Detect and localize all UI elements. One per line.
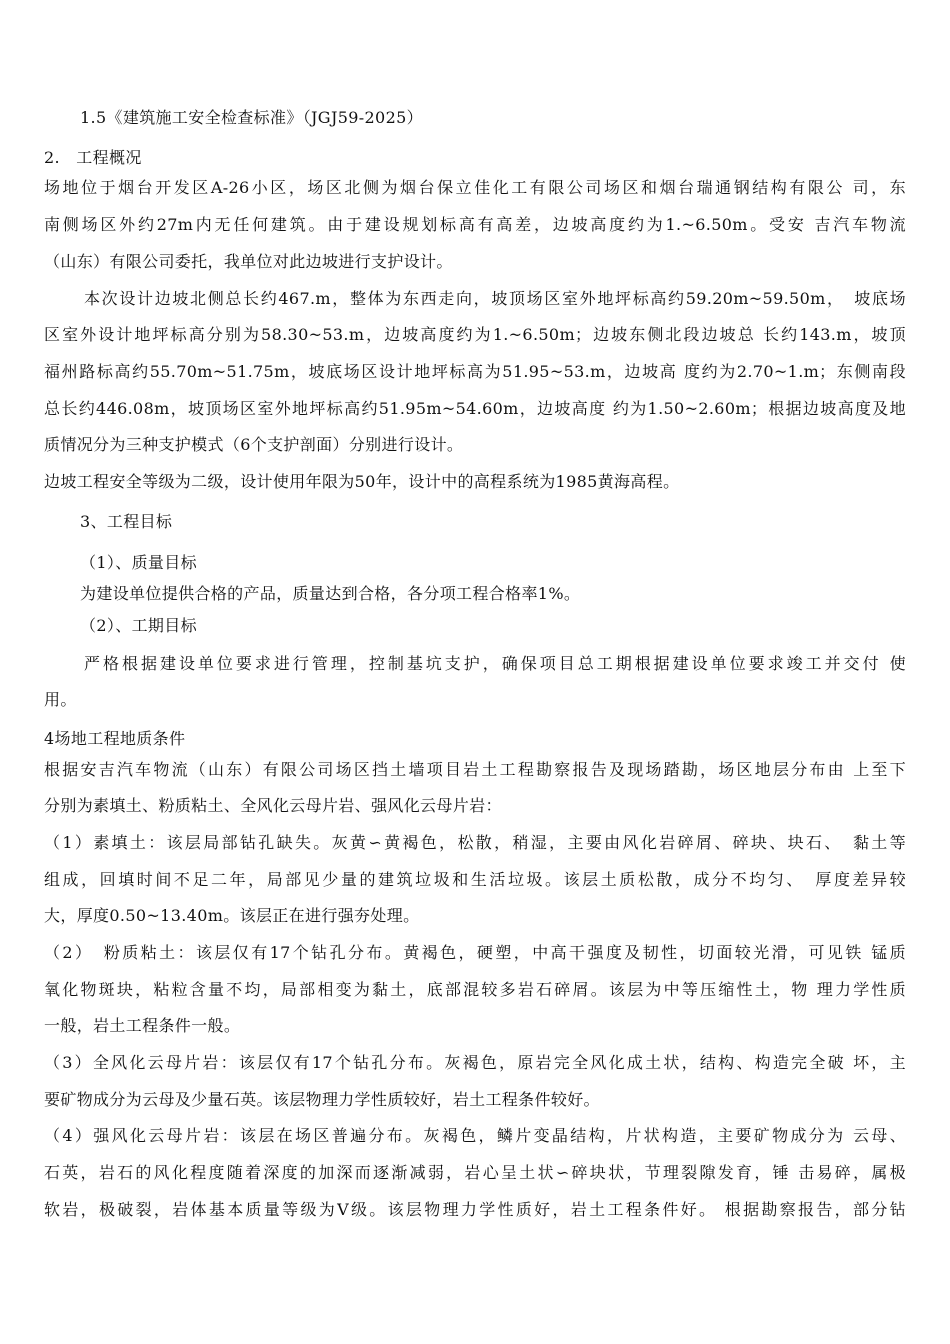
paragraph-line: 本次设计边坡北侧总长约467.m，整体为东西走向，坡顶场区室外地坪标高约59.20m~59.50m， 坡底场 <box>84 289 906 308</box>
paragraph-line: 要矿物成分为云母及少量石英。该层物理力学性质较好，岩土工程条件较好。 <box>44 1090 600 1109</box>
paragraph-line: 边坡工程安全等级为二级，设计使用年限为50年，设计中的高程系统为1985黄海高程。 <box>44 472 680 491</box>
paragraph-line: （4）强风化云母片岩：该层在场区普遍分布。灰褐色，鳞片变晶结构，片状构造，主要矿物成分为 云母、 <box>44 1126 906 1145</box>
paragraph-line: （2） 粉质粘土：该层仅有17个钻孔分布。黄褐色，硬塑，中高干强度及韧性，切面较光滑，可见铁 锰质 <box>44 943 906 962</box>
standard-reference-line: 1.5《建筑施工安全检查标准》（JGJ59-2025） <box>80 108 423 127</box>
paragraph-line: 场地位于烟台开发区A-26小区，场区北侧为烟台保立佳化工有限公司场区和烟台瑞通钢结构有限公 司，东 <box>44 178 906 197</box>
paragraph-line: 组成，回填时间不足二年，局部见少量的建筑垃圾和生活垃圾。该层土质松散，成分不均匀、 厚度差异较 <box>44 870 906 889</box>
paragraph-line: 分别为素填土、粉质粘土、全风化云母片岩、强风化云母片岩： <box>44 796 502 815</box>
paragraph-line: 区室外设计地坪标高分别为58.30~53.m，边坡高度约为1.~6.50m；边坡东侧北段边坡总 长约143.m，坡顶 <box>44 325 906 344</box>
subheading-schedule-goal: （2）、工期目标 <box>80 616 197 635</box>
paragraph-line: （3）全风化云母片岩：该层仅有17个钻孔分布。灰褐色，原岩完全风化成土状，结构、构造完全破 坏，主 <box>44 1053 906 1072</box>
paragraph-line: 软岩，极破裂，岩体基本质量等级为Ⅴ级。该层物理力学性质好，岩土工程条件好。 根据勘察报告，部分钻 <box>44 1200 906 1219</box>
paragraph-line: 氧化物斑块，粘粒含量不均，局部相变为黏土，底部混较多岩石碎屑。该层为中等压缩性土，物 理力学性质 <box>44 980 906 999</box>
subheading-quality-goal: （1）、质量目标 <box>80 553 197 572</box>
paragraph-line: （山东）有限公司委托，我单位对此边坡进行支护设计。 <box>44 252 453 271</box>
paragraph-line: 根据安吉汽车物流（山东）有限公司场区挡土墙项目岩土工程勘察报告及现场踏勘，场区地层分布由 上至下 <box>44 760 906 779</box>
paragraph-line: 严格根据建设单位要求进行管理，控制基坑支护，确保项目总工期根据建设单位要求竣工并交付 使 <box>84 654 906 673</box>
paragraph-line: 福州路标高约55.70m~51.75m，坡底场区设计地坪标高为51.95~53.m，边坡高 度约为2.70~1.m；东侧南段 <box>44 362 906 381</box>
section-heading-project-goals: 3、工程目标 <box>80 512 173 531</box>
section-heading-geology: 4场地工程地质条件 <box>44 729 186 748</box>
paragraph-line: 石英，岩石的风化程度随着深度的加深而逐渐减弱，岩心呈土状∽碎块状，节理裂隙发育，锤 击易碎，属极 <box>44 1163 906 1182</box>
paragraph-line: 大，厚度0.50~13.40m。该层正在进行强夯处理。 <box>44 906 420 925</box>
paragraph-line: （1）素填土：该层局部钻孔缺失。灰黄∽黄褐色，松散，稍湿，主要由风化岩碎屑、碎块、块石、 黏土等 <box>44 833 906 852</box>
section-heading-project-overview: 2. 工程概况 <box>44 148 142 167</box>
paragraph-line: 一般，岩土工程条件一般。 <box>44 1016 241 1035</box>
paragraph-line: 总长约446.08m，坡顶场区室外地坪标高约51.95m~54.60m，边坡高度 约为1.50~2.60m；根据边坡高度及地 <box>44 399 906 418</box>
paragraph-line: 用。 <box>44 690 77 709</box>
paragraph-line: 为建设单位提供合格的产品，质量达到合格，各分项工程合格率1%。 <box>80 584 581 603</box>
paragraph-line: 南侧场区外约27m内无任何建筑。由于建设规划标高有高差，边坡高度约为1.~6.50m。受安 吉汽车物流 <box>44 215 906 234</box>
paragraph-line: 质情况分为三种支护模式（6个支护剖面）分别进行设计。 <box>44 435 464 454</box>
